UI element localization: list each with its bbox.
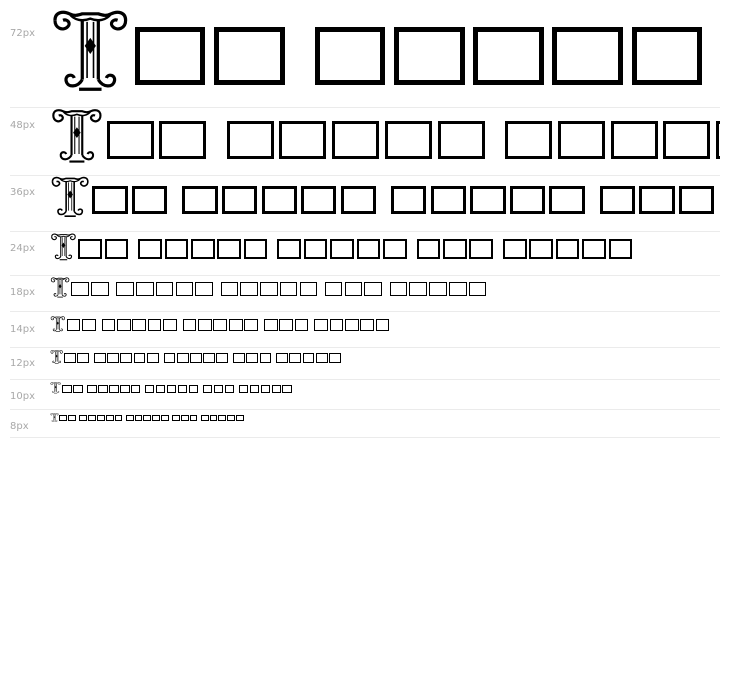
initial-letter bbox=[50, 382, 61, 394]
sample-word bbox=[276, 353, 341, 363]
ornate-capital-t-icon bbox=[50, 413, 59, 422]
glyph-box bbox=[221, 282, 239, 296]
glyph-box bbox=[191, 239, 215, 258]
glyph-box bbox=[115, 415, 123, 421]
glyph-box bbox=[639, 186, 674, 215]
glyph-box bbox=[276, 353, 288, 363]
sample-word bbox=[62, 385, 83, 393]
size-label: 48px bbox=[10, 120, 35, 131]
glyph-box bbox=[64, 353, 76, 363]
glyph-box bbox=[218, 415, 226, 421]
glyph-box bbox=[264, 319, 278, 330]
glyph-box bbox=[300, 282, 318, 296]
glyph-box bbox=[126, 415, 134, 421]
glyph-box bbox=[301, 186, 336, 215]
glyph-box bbox=[600, 186, 635, 215]
glyph-box bbox=[330, 239, 354, 258]
glyph-box bbox=[632, 27, 703, 85]
glyph-box bbox=[71, 282, 89, 296]
glyph-box bbox=[470, 186, 505, 215]
glyph-box bbox=[59, 415, 67, 421]
glyph-box bbox=[438, 121, 485, 159]
glyph-box bbox=[183, 319, 197, 330]
initial-letter bbox=[50, 9, 131, 93]
sample-word bbox=[64, 353, 89, 363]
sample-word bbox=[277, 239, 406, 258]
glyph-box bbox=[87, 385, 97, 393]
glyph-box bbox=[316, 353, 328, 363]
glyph-box bbox=[216, 353, 228, 363]
glyph-box bbox=[91, 282, 109, 296]
glyph-box bbox=[409, 282, 427, 296]
size-label: 14px bbox=[10, 324, 35, 335]
glyph-box bbox=[556, 239, 580, 258]
sample-word bbox=[417, 239, 493, 258]
glyph-box bbox=[67, 319, 81, 330]
glyph-box bbox=[329, 353, 341, 363]
glyph-box bbox=[364, 282, 382, 296]
sample-word bbox=[314, 319, 389, 330]
glyph-box bbox=[503, 239, 527, 258]
glyph-box bbox=[217, 239, 241, 258]
glyph-box bbox=[609, 239, 633, 258]
glyph-box bbox=[239, 385, 249, 393]
initial-letter bbox=[50, 316, 66, 332]
initial-letter bbox=[50, 413, 59, 422]
glyph-box bbox=[279, 319, 293, 330]
sample-word bbox=[138, 239, 267, 258]
sample-word bbox=[182, 186, 376, 215]
glyph-box bbox=[279, 121, 326, 159]
ornate-capital-t-icon bbox=[50, 9, 131, 93]
sample-word bbox=[126, 415, 169, 421]
sample-word bbox=[92, 186, 167, 215]
glyph-box bbox=[178, 385, 188, 393]
glyph-box bbox=[345, 319, 359, 330]
glyph-box bbox=[120, 385, 130, 393]
glyph-box bbox=[304, 239, 328, 258]
glyph-box bbox=[262, 186, 297, 215]
glyph-box bbox=[233, 353, 245, 363]
glyph-box bbox=[145, 385, 155, 393]
glyph-box bbox=[203, 353, 215, 363]
initial-letter bbox=[50, 108, 104, 164]
sample-word bbox=[71, 282, 108, 296]
sample-word bbox=[102, 319, 177, 330]
glyph-box bbox=[549, 186, 584, 215]
glyph-box bbox=[134, 353, 146, 363]
glyph-box bbox=[282, 385, 292, 393]
sample-word bbox=[239, 385, 293, 393]
glyph-box bbox=[117, 319, 131, 330]
sample-word bbox=[503, 239, 632, 258]
sample-text bbox=[50, 232, 632, 261]
glyph-box bbox=[431, 186, 466, 215]
size-label: 12px bbox=[10, 358, 35, 369]
glyph-box bbox=[203, 385, 213, 393]
glyph-box bbox=[164, 353, 176, 363]
sample-text bbox=[50, 276, 486, 298]
sample-word bbox=[172, 415, 197, 421]
size-label: 36px bbox=[10, 187, 35, 198]
initial-letter bbox=[50, 233, 77, 261]
sample-word bbox=[87, 385, 141, 393]
glyph-box bbox=[376, 319, 390, 330]
glyph-box bbox=[161, 415, 169, 421]
glyph-box bbox=[611, 121, 658, 159]
glyph-box bbox=[102, 319, 116, 330]
glyph-box bbox=[68, 415, 76, 421]
sample-text bbox=[50, 412, 244, 422]
glyph-box bbox=[189, 385, 199, 393]
glyph-box bbox=[236, 415, 244, 421]
glyph-box bbox=[163, 319, 177, 330]
glyph-box bbox=[165, 239, 189, 258]
glyph-box bbox=[330, 319, 344, 330]
sample-word bbox=[164, 353, 229, 363]
glyph-box bbox=[552, 27, 623, 85]
glyph-box bbox=[107, 121, 154, 159]
preview-row-8 bbox=[10, 410, 720, 438]
sample-word bbox=[264, 319, 309, 330]
glyph-box bbox=[147, 353, 159, 363]
glyph-box bbox=[332, 121, 379, 159]
glyph-box bbox=[529, 239, 553, 258]
glyph-box bbox=[303, 353, 315, 363]
glyph-box bbox=[391, 186, 426, 215]
glyph-box bbox=[152, 415, 160, 421]
glyph-box bbox=[260, 353, 272, 363]
glyph-box bbox=[214, 385, 224, 393]
glyph-box bbox=[341, 186, 376, 215]
sample-word bbox=[79, 415, 122, 421]
glyph-box bbox=[213, 319, 227, 330]
glyph-box bbox=[246, 353, 258, 363]
glyph-box bbox=[190, 415, 198, 421]
sample-word bbox=[94, 353, 159, 363]
preview-row-12 bbox=[10, 348, 720, 380]
preview-row-14 bbox=[10, 312, 720, 348]
sample-word bbox=[59, 415, 76, 421]
glyph-box bbox=[390, 282, 408, 296]
sample-word bbox=[67, 319, 96, 330]
glyph-box bbox=[176, 282, 194, 296]
initial-letter bbox=[50, 277, 70, 298]
initial-letter bbox=[50, 350, 63, 364]
preview-row-18 bbox=[10, 276, 720, 312]
ornate-capital-t-icon bbox=[50, 316, 66, 332]
glyph-box bbox=[473, 27, 544, 85]
glyph-box bbox=[135, 27, 206, 85]
sample-word bbox=[135, 27, 285, 85]
glyph-box bbox=[360, 319, 374, 330]
preview-row-48 bbox=[10, 108, 720, 176]
glyph-box bbox=[260, 282, 278, 296]
preview-row-24 bbox=[10, 232, 720, 276]
sample-word bbox=[233, 353, 271, 363]
glyph-box bbox=[132, 186, 167, 215]
glyph-box bbox=[225, 385, 235, 393]
glyph-box bbox=[510, 186, 545, 215]
glyph-box bbox=[148, 319, 162, 330]
glyph-box bbox=[679, 186, 714, 215]
glyph-box bbox=[663, 121, 710, 159]
glyph-box bbox=[62, 385, 72, 393]
glyph-box bbox=[469, 239, 493, 258]
glyph-box bbox=[159, 121, 206, 159]
glyph-box bbox=[106, 415, 114, 421]
preview-row-10 bbox=[10, 380, 720, 410]
glyph-box bbox=[156, 282, 174, 296]
ornate-capital-t-icon bbox=[50, 108, 104, 164]
initial-letter bbox=[50, 176, 90, 218]
sample-word bbox=[145, 385, 199, 393]
glyph-box bbox=[345, 282, 363, 296]
glyph-box bbox=[79, 415, 87, 421]
glyph-box bbox=[78, 239, 102, 258]
glyph-box bbox=[325, 282, 343, 296]
sample-text bbox=[50, 349, 341, 364]
glyph-box bbox=[82, 319, 96, 330]
glyph-box bbox=[716, 121, 720, 159]
sample-word bbox=[203, 385, 235, 393]
glyph-box bbox=[73, 385, 83, 393]
glyph-box bbox=[88, 415, 96, 421]
glyph-box bbox=[201, 415, 209, 421]
glyph-box bbox=[261, 385, 271, 393]
glyph-box bbox=[289, 353, 301, 363]
glyph-box bbox=[116, 282, 134, 296]
glyph-box bbox=[417, 239, 441, 258]
sample-word bbox=[227, 121, 485, 159]
glyph-box bbox=[182, 186, 217, 215]
sample-word bbox=[391, 186, 585, 215]
glyph-box bbox=[277, 239, 301, 258]
ornate-capital-t-icon bbox=[50, 233, 77, 261]
glyph-box bbox=[469, 282, 487, 296]
sample-text bbox=[50, 8, 720, 92]
sample-word bbox=[201, 415, 244, 421]
glyph-box bbox=[97, 415, 105, 421]
glyph-box bbox=[77, 353, 89, 363]
sample-text bbox=[50, 314, 389, 332]
glyph-box bbox=[229, 319, 243, 330]
glyph-box bbox=[210, 415, 218, 421]
glyph-box bbox=[429, 282, 447, 296]
glyph-box bbox=[136, 282, 154, 296]
size-label: 72px bbox=[10, 28, 35, 39]
glyph-box bbox=[244, 239, 268, 258]
glyph-box bbox=[181, 415, 189, 421]
glyph-box bbox=[357, 239, 381, 258]
glyph-box bbox=[135, 415, 143, 421]
ornate-capital-t-icon bbox=[50, 382, 61, 394]
sample-word bbox=[325, 282, 382, 296]
glyph-box bbox=[94, 353, 106, 363]
sample-word bbox=[107, 121, 207, 159]
glyph-box bbox=[177, 353, 189, 363]
glyph-box bbox=[227, 121, 274, 159]
glyph-box bbox=[383, 239, 407, 258]
size-label: 8px bbox=[10, 421, 29, 432]
glyph-box bbox=[385, 121, 432, 159]
glyph-box bbox=[190, 353, 202, 363]
glyph-box bbox=[143, 415, 151, 421]
glyph-box bbox=[394, 27, 465, 85]
sample-text bbox=[50, 176, 720, 218]
glyph-box bbox=[109, 385, 119, 393]
sample-word bbox=[315, 27, 702, 85]
size-label: 18px bbox=[10, 287, 35, 298]
glyph-box bbox=[132, 319, 146, 330]
glyph-box bbox=[214, 27, 285, 85]
sample-text bbox=[50, 108, 720, 164]
glyph-box bbox=[443, 239, 467, 258]
glyph-box bbox=[315, 27, 386, 85]
glyph-box bbox=[295, 319, 309, 330]
glyph-box bbox=[240, 282, 258, 296]
size-label: 10px bbox=[10, 391, 35, 402]
sample-word bbox=[505, 121, 720, 159]
glyph-box bbox=[272, 385, 282, 393]
glyph-box bbox=[92, 186, 127, 215]
glyph-box bbox=[558, 121, 605, 159]
glyph-box bbox=[138, 239, 162, 258]
glyph-box bbox=[98, 385, 108, 393]
glyph-box bbox=[198, 319, 212, 330]
glyph-box bbox=[449, 282, 467, 296]
glyph-box bbox=[222, 186, 257, 215]
sample-word bbox=[183, 319, 258, 330]
sample-text bbox=[50, 382, 292, 394]
glyph-box bbox=[107, 353, 119, 363]
sample-word bbox=[78, 239, 128, 258]
glyph-box bbox=[105, 239, 129, 258]
glyph-box bbox=[314, 319, 328, 330]
sample-word bbox=[116, 282, 213, 296]
ornate-capital-t-icon bbox=[50, 176, 90, 218]
preview-row-36 bbox=[10, 176, 720, 232]
glyph-box bbox=[250, 385, 260, 393]
sample-word bbox=[221, 282, 318, 296]
glyph-box bbox=[167, 385, 177, 393]
sample-word bbox=[390, 282, 487, 296]
glyph-box bbox=[244, 319, 258, 330]
size-label: 24px bbox=[10, 243, 35, 254]
glyph-box bbox=[280, 282, 298, 296]
glyph-box bbox=[120, 353, 132, 363]
preview-row-72 bbox=[10, 0, 720, 108]
glyph-box bbox=[227, 415, 235, 421]
glyph-box bbox=[172, 415, 180, 421]
glyph-box bbox=[156, 385, 166, 393]
sample-word bbox=[600, 186, 714, 215]
glyph-box bbox=[505, 121, 552, 159]
glyph-box bbox=[195, 282, 213, 296]
glyph-box bbox=[131, 385, 141, 393]
glyph-box bbox=[582, 239, 606, 258]
ornate-capital-t-icon bbox=[50, 277, 70, 298]
ornate-capital-t-icon bbox=[50, 350, 63, 364]
